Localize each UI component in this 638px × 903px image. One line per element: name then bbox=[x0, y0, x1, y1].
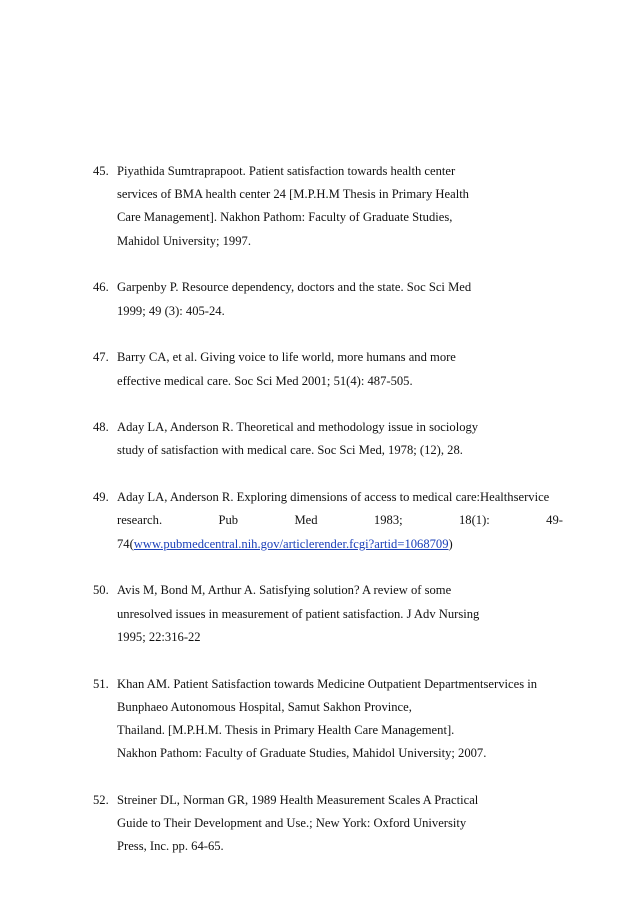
reference-line: Khan AM. Patient Satisfaction towards Medicine Outpatient Departmentservices in bbox=[117, 676, 538, 691]
reference-50 bbox=[93, 579, 563, 649]
reference-line: Aday LA, Anderson R. Theoretical and methodology issue in sociology bbox=[117, 420, 479, 435]
reference-text bbox=[117, 276, 563, 322]
reference-number: 45. bbox=[93, 164, 109, 178]
reference-word: research. bbox=[117, 513, 163, 528]
reference-text bbox=[117, 346, 563, 392]
reference-line: Barry CA, et al. Giving voice to life world, more humans and more bbox=[117, 350, 456, 365]
reference-49 bbox=[93, 486, 563, 556]
reference-52 bbox=[93, 789, 563, 859]
reference-text bbox=[117, 789, 563, 859]
reference-line: unresolved issues in measurement of patient satisfaction. J Adv Nursing bbox=[117, 606, 480, 621]
reference-line: study of satisfaction with medical care. Soc Sci Med, 1978; (12), 28. bbox=[117, 443, 463, 458]
reference-45 bbox=[93, 160, 563, 253]
reference-line: 1999; 49 (3): 405-24. bbox=[117, 303, 225, 318]
reference-list bbox=[93, 160, 563, 882]
reference-line: effective medical care. Soc Sci Med 2001; 51(4): 487-505. bbox=[117, 373, 413, 388]
reference-number: 49. bbox=[93, 490, 109, 505]
reference-word: Med bbox=[294, 513, 318, 528]
reference-word: 18(1): bbox=[458, 513, 490, 528]
reference-line: Avis M, Bond M, Arthur A. Satisfying solution? A review of some bbox=[117, 583, 452, 598]
reference-text bbox=[117, 673, 563, 766]
reference-number: 52. bbox=[93, 792, 109, 807]
reference-line bbox=[117, 533, 563, 556]
link-suffix: ) bbox=[448, 536, 453, 551]
reference-line: 1995; 22:316-22 bbox=[117, 629, 201, 644]
reference-line: Aday LA, Anderson R. Exploring dimensions of access to medical care:Healthservice bbox=[117, 490, 550, 505]
reference-line: Nakhon Pathom: Faculty of Graduate Studies, Mahidol University; 2007. bbox=[117, 746, 487, 761]
reference-47 bbox=[93, 346, 563, 392]
reference-line: Streiner DL, Norman GR, 1989 Health Measurement Scales A Practical bbox=[117, 792, 479, 807]
reference-line: Mahidol University; 1997. bbox=[117, 233, 251, 248]
reference-text bbox=[117, 579, 563, 649]
reference-line: Garpenby P. Resource dependency, doctors and the state. Soc Sci Med bbox=[117, 280, 472, 295]
reference-line: services of BMA health center 24 [M.P.H.M Thesis in Primary Health bbox=[117, 187, 469, 202]
reference-text bbox=[117, 486, 563, 556]
reference-word: Pub bbox=[218, 513, 239, 528]
reference-line: Bunphaeo Autonomous Hospital, Samut Sakhon Province, bbox=[117, 699, 412, 714]
reference-line: Care Management]. Nakhon Pathom: Faculty of Graduate Studies, bbox=[117, 210, 453, 225]
reference-line-justified bbox=[117, 509, 563, 532]
reference-51 bbox=[93, 673, 563, 766]
reference-word: 1983; bbox=[373, 513, 403, 528]
pubmed-link[interactable]: www.pubmedcentral.nih.gov/articlerender.fcgi?artid=1068709 bbox=[133, 536, 449, 551]
reference-48 bbox=[93, 416, 563, 462]
reference-text bbox=[117, 416, 563, 462]
reference-number: 48. bbox=[93, 420, 109, 435]
reference-line: Piyathida Sumtraprapoot. Patient satisfaction towards health center bbox=[117, 164, 456, 178]
reference-text bbox=[117, 160, 563, 253]
reference-line: Press, Inc. pp. 64-65. bbox=[117, 839, 224, 854]
reference-number: 51. bbox=[93, 676, 109, 691]
reference-word: 49- bbox=[546, 513, 563, 528]
reference-number: 50. bbox=[93, 583, 109, 598]
reference-number: 46. bbox=[93, 280, 109, 295]
reference-46 bbox=[93, 276, 563, 322]
reference-line: Guide to Their Development and Use.; New York: Oxford University bbox=[117, 816, 467, 831]
link-prefix: 74( bbox=[117, 536, 134, 551]
reference-number: 47. bbox=[93, 350, 109, 365]
reference-line: Thailand. [M.P.H.M. Thesis in Primary Health Care Management]. bbox=[117, 722, 455, 737]
